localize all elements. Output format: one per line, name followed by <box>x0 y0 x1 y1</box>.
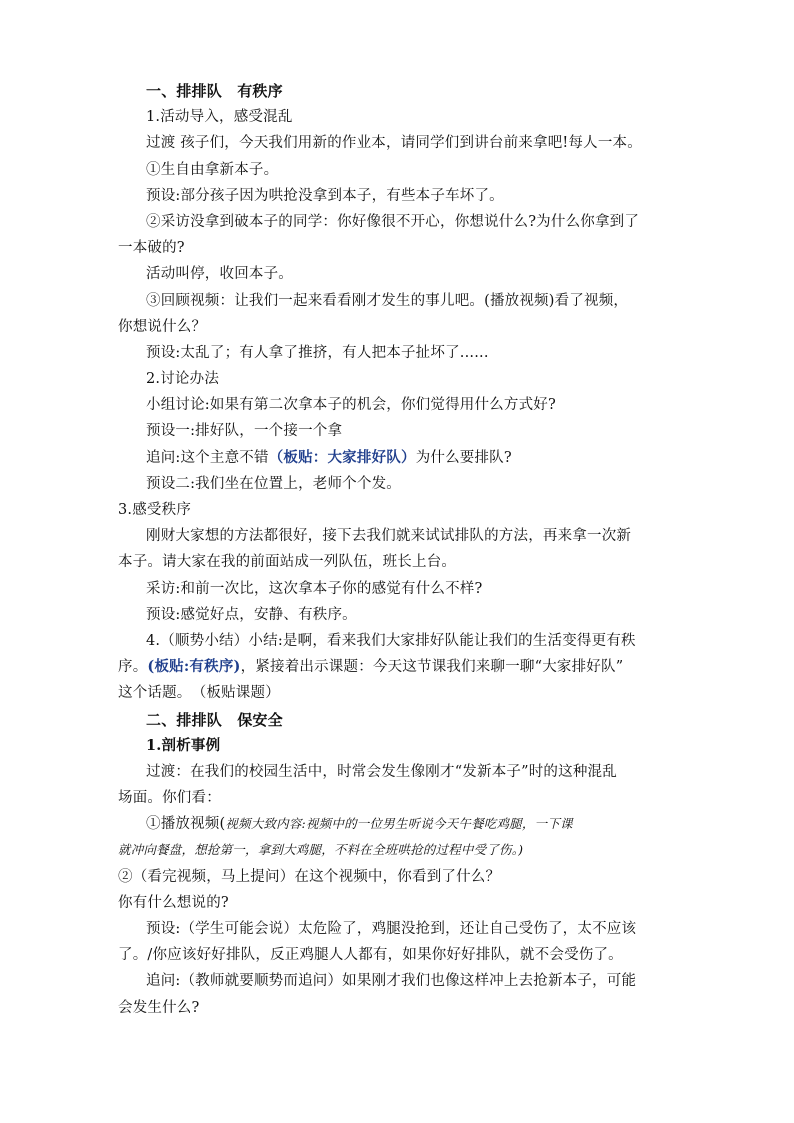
paragraph: 预设一:排好队，一个接一个拿 <box>146 423 343 440</box>
video-description: 视频大致内容:视频中的一位男生听说今天午餐吃鸡腿，一下课 <box>225 816 573 832</box>
section-1-title: 一、排排队 有秩序 <box>146 82 283 100</box>
paragraph: ②（看完视频，马上提问）在这个视频中，你看到了什么？ <box>118 868 501 885</box>
text-span: ，紧接着出示课题：今天这节课我们来聊一聊“大家排好队” <box>240 659 624 676</box>
board-note: (板贴:有秩序) <box>147 658 241 676</box>
section-2-title: 二、排排队 保安全 <box>146 710 283 729</box>
paragraph <box>118 811 693 837</box>
paragraph: ①生自由拿新本子。 <box>146 161 279 178</box>
paragraph-continuation: 会发生什么? <box>118 999 200 1016</box>
paragraph: 4.（顺势小结）小结:是啊，看来我们大家排好队能让我们的生活变得更有秩 <box>146 632 636 649</box>
text-span: 序。 <box>118 659 148 676</box>
paragraph: 预设二:我们坐在位置上，老师个个发。 <box>146 475 401 492</box>
paragraph-continuation: 一本破的? <box>118 240 185 257</box>
paragraph: 过渡 孩子们，今天我们用新的作业本，请同学们到讲台前来拿吧!每人一本。 <box>146 135 642 152</box>
paragraph-continuation: 了。/你应该好好排队，反正鸡腿人人都有，如果你好好排队，就不会受伤了。 <box>118 947 623 964</box>
subheading-discuss: 2.讨论办法 <box>146 371 220 388</box>
paragraph: 小组讨论:如果有第二次拿本子的机会，你们觉得用什么方式好? <box>146 397 556 414</box>
paragraph: ②采访没拿到破本子的同学：你好像很不开心，你想说什么?为什么你拿到了 <box>146 213 640 230</box>
paragraph: 采访:和前一次比，这次拿本子你的感觉有什么不样? <box>146 580 483 597</box>
paragraph: ③回顾视频：让我们一起来看看刚才发生的事儿吧。(播放视频)看了视频， <box>146 292 629 309</box>
subheading-activity-intro: 1.活动导入，感受混乱 <box>146 109 293 126</box>
text-span: 为什么要排队? <box>415 449 512 466</box>
paragraph: 追问:（教师就要顺势而追问）如果刚才我们也像这样冲上去抢新本子，可能 <box>146 973 637 990</box>
paragraph: 预设:（学生可能会说）太危险了，鸡腿没抢到，还让自己受伤了，太不应该 <box>146 921 637 937</box>
paragraph: 你有什么想说的? <box>118 894 229 911</box>
board-note: （板贴：大家排好队） <box>268 448 416 466</box>
subheading-feel-order: 3.感受秩序 <box>118 502 192 518</box>
paragraph-continuation <box>118 654 693 680</box>
text-span: 追问:这个主意不错 <box>146 449 269 466</box>
paragraph: 过渡：在我们的校园生活中，时常会发生像刚才“发新本子”时的这种混乱 <box>146 763 617 780</box>
subheading-analyze-case: 1.剖析事例 <box>146 736 221 754</box>
paragraph-continuation: 你想说什么？ <box>118 318 207 335</box>
paragraph-continuation: 这个话题。 （板贴课题） <box>118 685 280 702</box>
video-description-continuation: 就冲向餐盘，想抢第一，拿到大鸡腿，不料在全班哄抢的过程中受了伤。) <box>118 842 524 858</box>
paragraph: 预设:部分孩子因为哄抢没拿到本子，有些本子车坏了。 <box>146 187 504 204</box>
paragraph <box>118 445 693 471</box>
paragraph: 预设:太乱了；有人拿了推挤，有人把本子扯坏了...... <box>146 344 489 361</box>
paragraph: 预设:感觉好点，安静、有秩序。 <box>146 606 357 623</box>
paragraph-continuation: 本子。请大家在我的前面站成一列队伍，班长上台。 <box>118 554 457 571</box>
paragraph-continuation: 场面。你们看： <box>118 790 221 807</box>
text-span: ①播放视频( <box>146 816 226 833</box>
paragraph: 刚财大家想的方法都很好，接下去我们就来试试排队的方法，再来拿一次新 <box>146 528 632 545</box>
document-page <box>118 78 693 1021</box>
paragraph: 活动叫停，收回本子。 <box>146 266 293 283</box>
